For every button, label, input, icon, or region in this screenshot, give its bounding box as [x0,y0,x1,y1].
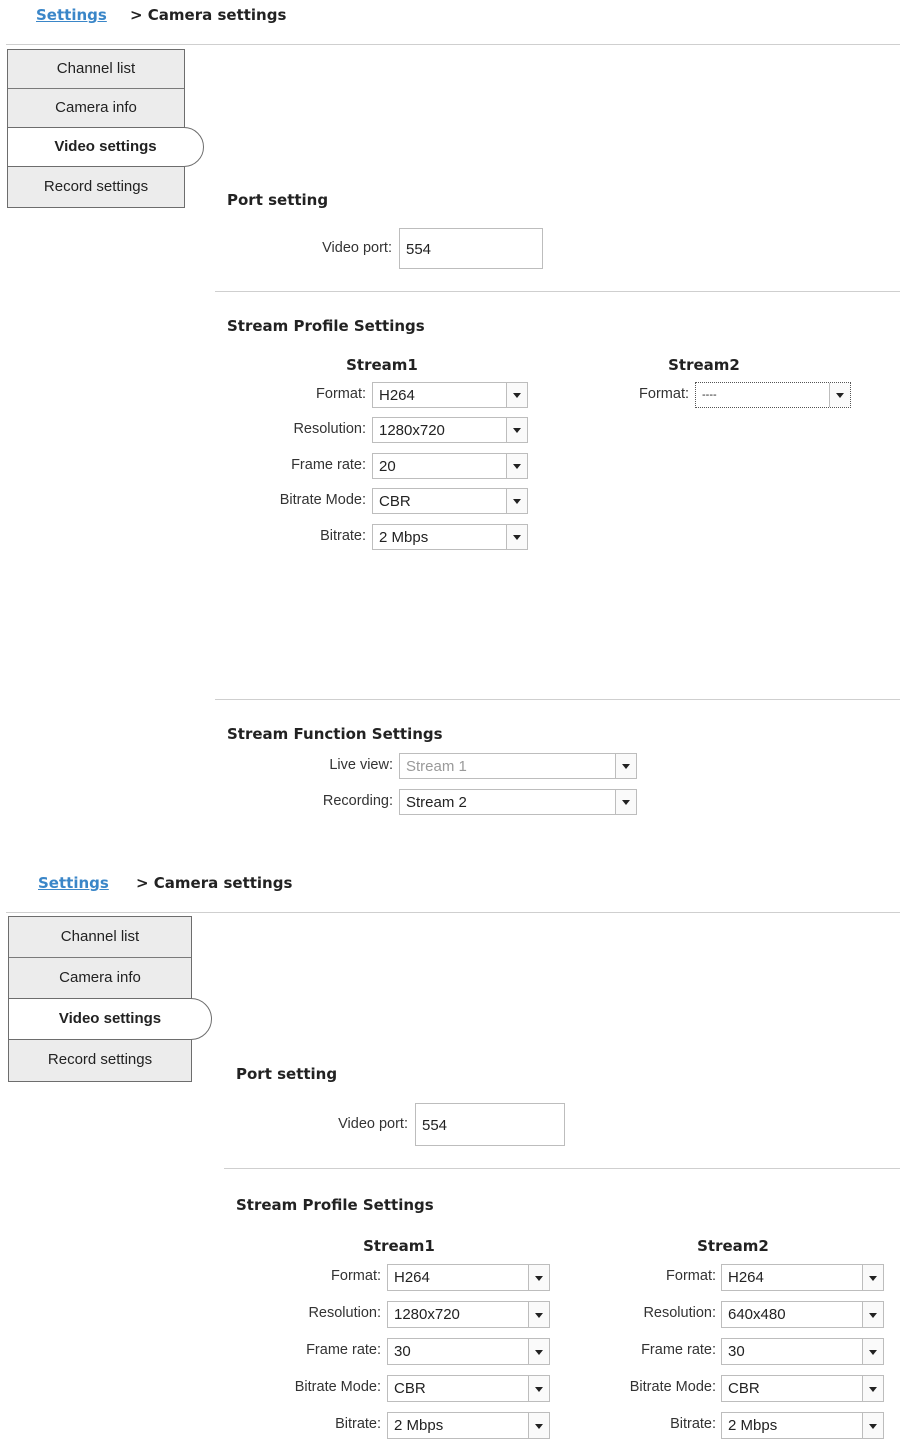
chevron-down-icon[interactable] [506,489,527,513]
stream1-bitrate-select[interactable] [387,1412,550,1439]
stream1-bitrate-mode-value: CBR [394,1380,426,1397]
stream2-bitrate-mode-label: Bitrate Mode: [629,1379,716,1395]
stream2-bitrate-select[interactable] [721,1412,884,1439]
video-port-label: Video port: [322,240,392,256]
breadcrumb-current: > Camera settings [130,6,287,24]
divider [215,699,900,700]
tab-camera-info[interactable]: Camera info [9,958,191,999]
stream2-bitrate-mode-value: CBR [728,1380,760,1397]
stream-function-title: Stream Function Settings [227,725,443,743]
recording-value: Stream 2 [406,794,467,811]
chevron-down-icon[interactable] [829,383,850,407]
tab-record-settings[interactable]: Record settings [47,1051,153,1068]
divider [224,1168,900,1169]
recording-select[interactable] [399,789,637,815]
stream2-format-label: Format: [639,386,689,402]
stream1-bitrate-label: Bitrate: [335,1416,381,1432]
stream1-bitrate-mode-value: CBR [379,493,411,510]
stream-profile-title: Stream Profile Settings [227,317,425,335]
stream1-resolution-label: Resolution: [308,1305,381,1321]
stream1-resolution-value: 1280x720 [379,422,445,439]
stream2-format-value: H264 [728,1269,764,1286]
chevron-down-icon[interactable] [506,525,527,549]
stream2-format-label: Format: [666,1268,716,1284]
stream1-format-value: H264 [394,1269,430,1286]
chevron-down-icon[interactable] [862,1376,883,1401]
chevron-down-icon[interactable] [862,1339,883,1364]
live-view-label: Live view: [329,757,393,773]
video-port-input[interactable]: 554 [399,228,543,269]
stream2-resolution-select[interactable] [721,1301,884,1328]
settings-tabs [8,916,192,1082]
chevron-down-icon[interactable] [528,1265,549,1290]
breadcrumb-settings-link[interactable]: Settings [36,6,107,24]
chevron-down-icon[interactable] [528,1339,549,1364]
stream1-format-value: H264 [379,387,415,404]
tab-channel-list[interactable]: Channel list [9,917,191,958]
stream1-frame-rate-label: Frame rate: [291,457,366,473]
stream1-format-select[interactable] [372,382,528,408]
header-divider [6,44,900,45]
stream1-bitrate-select[interactable] [372,524,528,550]
stream2-frame-rate-value: 30 [728,1343,745,1360]
tab-channel-list[interactable]: Channel list [8,50,184,89]
breadcrumb-settings-link[interactable]: Settings [38,874,109,892]
video-port-input[interactable]: 554 [415,1103,565,1146]
chevron-down-icon[interactable] [506,454,527,478]
chevron-down-icon[interactable] [862,1265,883,1290]
chevron-down-icon[interactable] [615,790,636,814]
chevron-down-icon[interactable] [528,1413,549,1438]
stream1-heading: Stream1 [346,356,418,374]
stream1-frame-rate-select[interactable] [387,1338,550,1365]
tab-record-settings[interactable]: Record settings [43,178,149,195]
stream2-bitrate-label: Bitrate: [670,1416,716,1432]
stream1-format-select[interactable] [387,1264,550,1291]
stream1-resolution-select[interactable] [372,417,528,443]
stream1-resolution-label: Resolution: [293,421,366,437]
stream2-heading: Stream2 [697,1237,769,1255]
stream-profile-title: Stream Profile Settings [236,1196,434,1214]
live-view-value: Stream 1 [406,758,467,775]
stream1-format-label: Format: [316,386,366,402]
chevron-down-icon[interactable] [528,1376,549,1401]
stream1-resolution-value: 1280x720 [394,1306,460,1323]
stream1-bitrate-label: Bitrate: [320,528,366,544]
chevron-down-icon[interactable] [506,383,527,407]
header-divider [6,912,900,913]
stream1-frame-rate-value: 20 [379,458,396,475]
tab-camera-info[interactable]: Camera info [8,89,184,128]
stream1-bitrate-mode-label: Bitrate Mode: [279,492,366,508]
chevron-down-icon[interactable] [615,754,636,778]
stream1-frame-rate-label: Frame rate: [306,1342,381,1358]
chevron-down-icon[interactable] [862,1413,883,1438]
stream2-format-select[interactable] [721,1264,884,1291]
stream1-resolution-select[interactable] [387,1301,550,1328]
stream1-bitrate-value: 2 Mbps [394,1417,444,1434]
live-view-select[interactable] [399,753,637,779]
stream2-format-select[interactable] [695,382,851,408]
stream2-frame-rate-select[interactable] [721,1338,884,1365]
video-port-label: Video port: [338,1116,408,1132]
recording-label: Recording: [322,793,393,809]
tab-video-settings[interactable]: Video settings [8,998,212,1040]
chevron-down-icon[interactable] [506,418,527,442]
stream2-bitrate-value: 2 Mbps [728,1417,778,1434]
stream2-bitrate-mode-select[interactable] [721,1375,884,1402]
stream2-format-value: ---- [702,389,717,401]
stream1-bitrate-mode-select[interactable] [387,1375,550,1402]
chevron-down-icon[interactable] [528,1302,549,1327]
stream2-resolution-label: Resolution: [643,1305,716,1321]
stream1-heading: Stream1 [363,1237,435,1255]
port-setting-title: Port setting [227,191,329,209]
settings-tabs [7,49,185,208]
tab-video-settings[interactable]: Video settings [7,127,204,167]
chevron-down-icon[interactable] [862,1302,883,1327]
stream1-bitrate-value: 2 Mbps [379,529,429,546]
stream1-frame-rate-select[interactable] [372,453,528,479]
stream1-format-label: Format: [331,1268,381,1284]
port-setting-title: Port setting [236,1065,338,1083]
stream2-resolution-value: 640x480 [728,1306,786,1323]
stream2-frame-rate-label: Frame rate: [641,1342,716,1358]
stream1-bitrate-mode-select[interactable] [372,488,528,514]
stream1-frame-rate-value: 30 [394,1343,411,1360]
stream2-heading: Stream2 [668,356,740,374]
stream1-bitrate-mode-label: Bitrate Mode: [294,1379,381,1395]
divider [215,291,900,292]
breadcrumb-current: > Camera settings [136,874,293,892]
